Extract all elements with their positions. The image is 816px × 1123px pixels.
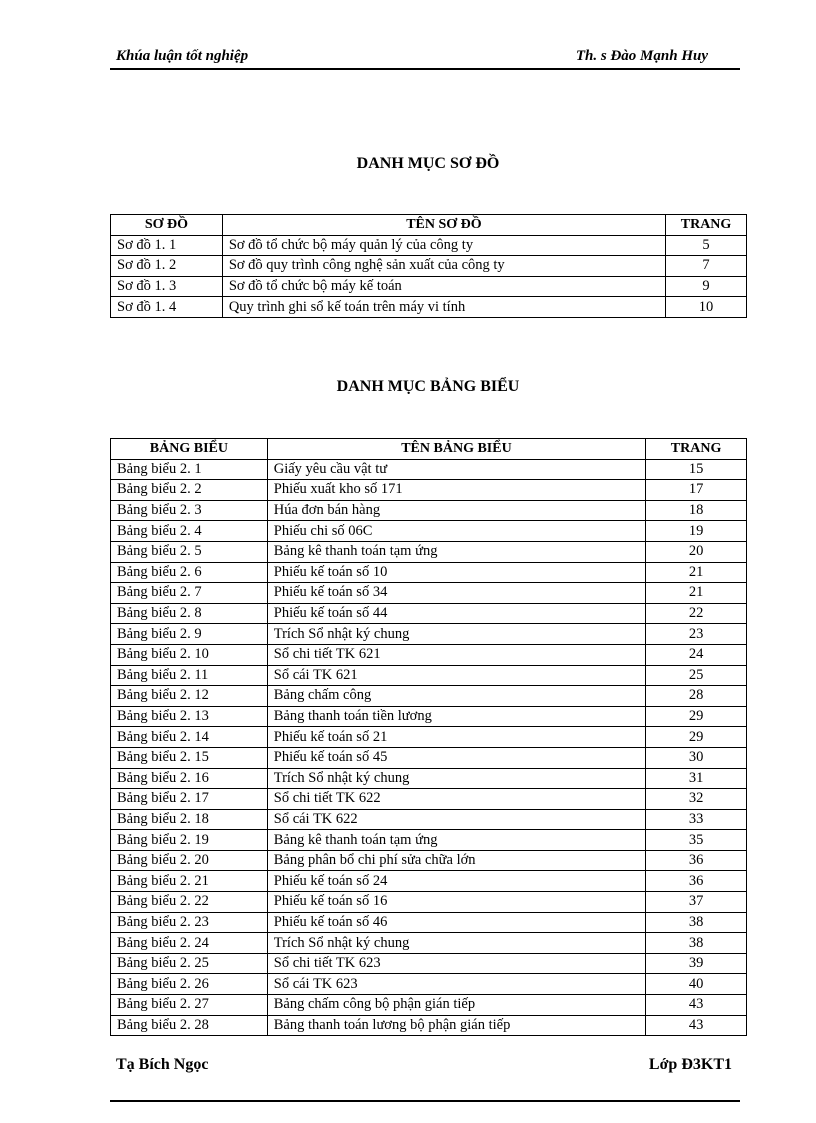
table-row [111,276,747,297]
row-name: Phiếu kế toán số 46 [267,912,645,933]
row-page: 24 [646,644,747,665]
table-row [111,871,747,892]
table-row [111,541,747,562]
table-row [111,624,747,645]
table-row [111,789,747,810]
table-row [111,933,747,954]
row-id: Bảng biểu 2. 24 [111,933,268,954]
row-page: 40 [646,974,747,995]
row-page: 20 [646,541,747,562]
row-name: Bảng kê thanh toán tạm ứng [267,541,645,562]
table-list-table [110,438,747,1036]
page-footer [110,1040,740,1102]
row-id: Bảng biểu 2. 19 [111,830,268,851]
row-page: 33 [646,809,747,830]
row-page: 36 [646,871,747,892]
row-page: 22 [646,603,747,624]
row-name: Sơ đồ tổ chức bộ máy quản lý của công ty [222,235,665,256]
table-row [111,1015,747,1036]
row-id: Bảng biểu 2. 16 [111,768,268,789]
row-id: Sơ đồ 1. 2 [111,256,223,277]
row-name: Bảng thanh toán lương bộ phận gián tiếp [267,1015,645,1036]
row-name: Sổ cái TK 623 [267,974,645,995]
row-page: 43 [646,1015,747,1036]
row-page: 37 [646,892,747,913]
row-name: Bảng chấm công bộ phận gián tiếp [267,995,645,1016]
row-page: 29 [646,727,747,748]
row-name: Phiếu kế toán số 44 [267,603,645,624]
row-name: Phiếu chi số 06C [267,521,645,542]
row-id: Bảng biểu 2. 9 [111,624,268,645]
table-row [111,583,747,604]
column-header: TRANG [666,215,747,236]
row-name: Sơ đồ tổ chức bộ máy kế toán [222,276,665,297]
row-page: 28 [646,686,747,707]
row-name: Phiếu xuất kho số 171 [267,480,645,501]
row-name: Phiếu kế toán số 21 [267,727,645,748]
row-id: Bảng biểu 2. 28 [111,1015,268,1036]
table-row [111,768,747,789]
table-row [111,459,747,480]
table-row [111,256,747,277]
row-name: Phiếu kế toán số 10 [267,562,645,583]
row-name: Trích Sổ nhật ký chung [267,933,645,954]
row-page: 21 [646,583,747,604]
row-name: Sơ đồ quy trình công nghệ sản xuất của công ty [222,256,665,277]
row-id: Bảng biểu 2. 15 [111,747,268,768]
row-id: Bảng biểu 2. 2 [111,480,268,501]
row-name: Sổ cái TK 622 [267,809,645,830]
table-row [111,500,747,521]
row-page: 19 [646,521,747,542]
row-page: 15 [646,459,747,480]
table-row [111,603,747,624]
row-id: Bảng biểu 2. 12 [111,686,268,707]
table-row [111,297,747,318]
table-row [111,706,747,727]
table-row [111,747,747,768]
row-id: Bảng biểu 2. 8 [111,603,268,624]
row-name: Phiếu kế toán số 34 [267,583,645,604]
row-id: Bảng biểu 2. 21 [111,871,268,892]
row-id: Bảng biểu 2. 17 [111,789,268,810]
row-name: Bảng phân bổ chi phí sửa chữa lớn [267,850,645,871]
table-list-title: DANH MỤC BẢNG BIỂU [336,378,520,395]
footer-author-name: Tạ Bích Ngọc [116,1056,209,1073]
row-name: Trích Sổ nhật ký chung [267,768,645,789]
table-row [111,686,747,707]
table-row [111,235,747,256]
row-page: 31 [646,768,747,789]
row-id: Bảng biểu 2. 6 [111,562,268,583]
row-page: 38 [646,912,747,933]
table-header-row [111,439,747,460]
row-page: 30 [646,747,747,768]
table-row [111,995,747,1016]
column-header: SƠ ĐỒ [111,215,223,236]
header-thesis-label: Khúa luận tốt nghiệp [116,48,249,64]
row-id: Sơ đồ 1. 1 [111,235,223,256]
diagram-list-table [110,214,747,318]
row-id: Bảng biểu 2. 14 [111,727,268,748]
row-page: 43 [646,995,747,1016]
row-page: 10 [666,297,747,318]
row-page: 5 [666,235,747,256]
footer-class-name: Lớp Đ3KT1 [648,1056,732,1073]
row-id: Bảng biểu 2. 27 [111,995,268,1016]
row-id: Bảng biểu 2. 11 [111,665,268,686]
row-id: Bảng biểu 2. 3 [111,500,268,521]
table-row [111,480,747,501]
row-id: Bảng biểu 2. 10 [111,644,268,665]
diagram-list-title: DANH MỤC SƠ ĐỒ [356,155,500,172]
row-id: Bảng biểu 2. 4 [111,521,268,542]
row-page: 36 [646,850,747,871]
column-header: BẢNG BIỂU [111,439,268,460]
row-name: Phiếu kế toán số 45 [267,747,645,768]
table-row [111,974,747,995]
row-id: Bảng biểu 2. 7 [111,583,268,604]
row-name: Bảng thanh toán tiền lương [267,706,645,727]
table-row [111,953,747,974]
row-page: 7 [666,256,747,277]
row-page: 21 [646,562,747,583]
row-name: Phiếu kế toán số 16 [267,892,645,913]
row-page: 38 [646,933,747,954]
table-row [111,912,747,933]
row-name: Trích Sổ nhật ký chung [267,624,645,645]
row-name: Bảng chấm công [267,686,645,707]
table-row [111,809,747,830]
table-row [111,665,747,686]
table-row [111,892,747,913]
row-page: 35 [646,830,747,851]
row-name: Sổ chi tiết TK 621 [267,644,645,665]
row-name: Sổ cái TK 621 [267,665,645,686]
table-row [111,644,747,665]
row-page: 32 [646,789,747,810]
row-page: 25 [646,665,747,686]
row-id: Bảng biểu 2. 13 [111,706,268,727]
row-name: Húa đơn bán hàng [267,500,645,521]
page-header [110,46,740,70]
row-id: Bảng biểu 2. 25 [111,953,268,974]
row-id: Sơ đồ 1. 3 [111,276,223,297]
column-header: TRANG [646,439,747,460]
row-id: Bảng biểu 2. 18 [111,809,268,830]
row-page: 23 [646,624,747,645]
table-row [111,727,747,748]
row-id: Bảng biểu 2. 5 [111,541,268,562]
table-row [111,521,747,542]
header-advisor-name: Th. s Đào Mạnh Huy [575,48,708,64]
row-name: Bảng kê thanh toán tạm ứng [267,830,645,851]
row-name: Sổ chi tiết TK 623 [267,953,645,974]
row-page: 9 [666,276,747,297]
row-id: Bảng biểu 2. 20 [111,850,268,871]
row-name: Sổ chi tiết TK 622 [267,789,645,810]
row-page: 18 [646,500,747,521]
row-id: Bảng biểu 2. 23 [111,912,268,933]
row-name: Phiếu kế toán số 24 [267,871,645,892]
row-page: 29 [646,706,747,727]
row-id: Bảng biểu 2. 1 [111,459,268,480]
table-header-row [111,215,747,236]
table-row [111,830,747,851]
row-page: 17 [646,480,747,501]
row-page: 39 [646,953,747,974]
row-name: Giấy yêu cầu vật tư [267,459,645,480]
row-id: Sơ đồ 1. 4 [111,297,223,318]
row-id: Bảng biểu 2. 26 [111,974,268,995]
table-row [111,850,747,871]
row-id: Bảng biểu 2. 22 [111,892,268,913]
column-header: TÊN BẢNG BIỂU [267,439,645,460]
column-header: TÊN SƠ ĐỒ [222,215,665,236]
row-name: Quy trình ghi sổ kế toán trên máy vi tính [222,297,665,318]
table-row [111,562,747,583]
